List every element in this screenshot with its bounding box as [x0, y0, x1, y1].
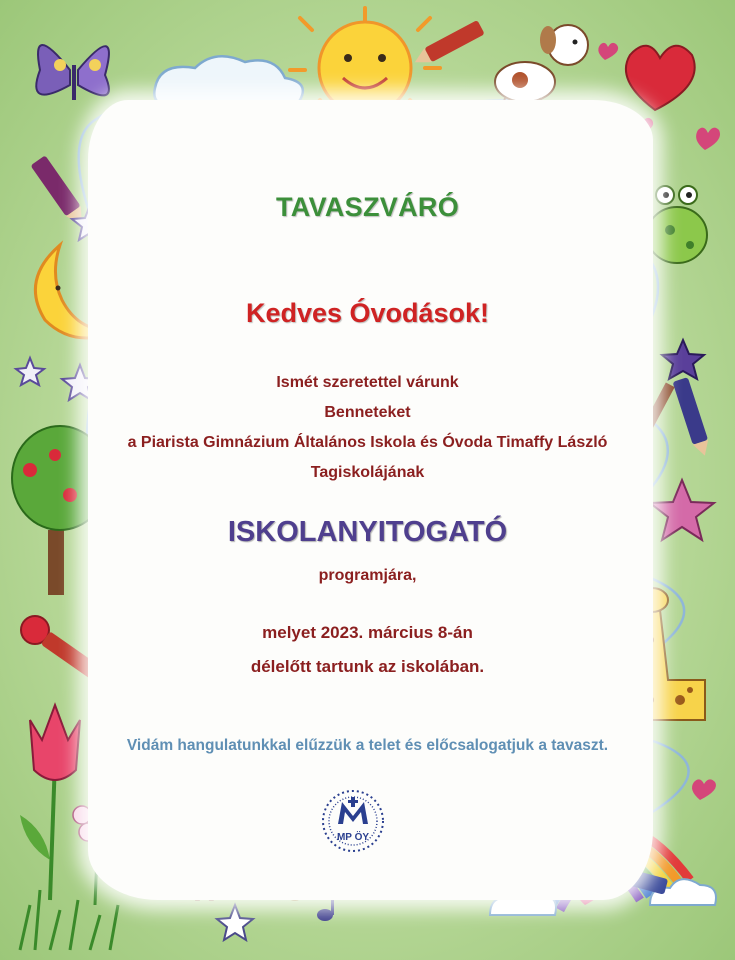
grass-icon [20, 890, 118, 950]
star-icon [217, 905, 253, 940]
closing-line: Vidám hangulatunkkal elűzzük a telet és előcsalogatjuk a tavaszt. [126, 737, 609, 754]
invitation-line-3: a Piarista Gimnázium Általános Iskola és Óvoda Timaffy László [127, 434, 608, 451]
date-line-1: melyet 2023. március 8-án [262, 623, 473, 642]
event-subline: programjára, [318, 567, 417, 584]
logo-text: MP ÖY [336, 832, 370, 843]
tulip-icon [20, 705, 80, 900]
invitation-line-1: Ismét szeretettel várunk [276, 374, 459, 391]
event-name: ISKOLANYITOGATÓ [227, 516, 508, 548]
greeting-heading: Kedves Óvodások! [245, 298, 490, 328]
date-line-2: délelőtt tartunk az iskolában. [250, 657, 485, 676]
butterfly-icon [36, 45, 109, 100]
school-logo-icon [312, 780, 394, 862]
poster-title: TAVASZVÁRÓ [276, 192, 459, 222]
invitation-line-4: Tagiskolájának [310, 464, 425, 481]
invitation-line-2: Benneteket [324, 404, 411, 421]
